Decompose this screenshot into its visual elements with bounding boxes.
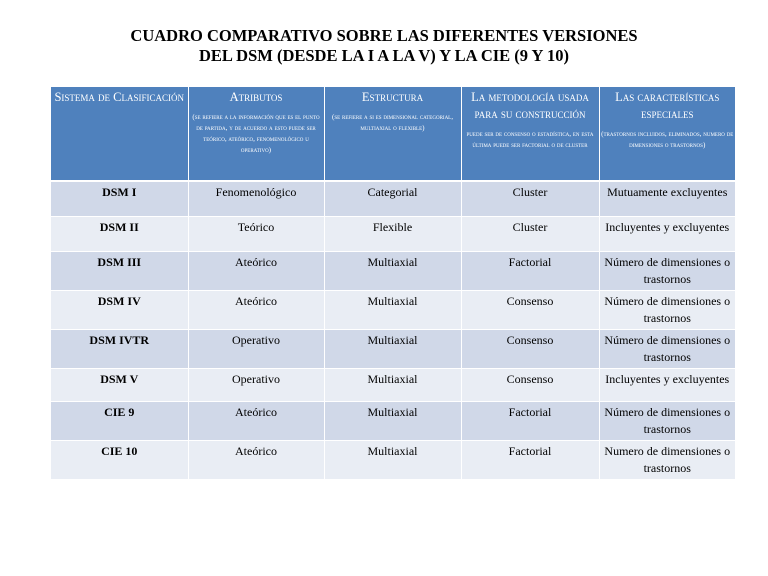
cell-atributos: Ateórico [188,252,324,291]
table-row [51,330,735,369]
cell-caracteristicas: Número de dimensiones o trastornos [599,252,735,291]
table-row [51,252,735,291]
cell-sistema: CIE 10 [51,441,188,480]
cell-metodologia: Factorial [461,252,599,291]
table-row [51,181,735,217]
cell-caracteristicas: Mutuamente excluyentes [599,181,735,217]
cell-atributos: Operativo [188,330,324,369]
cell-estructura: Multiaxial [324,330,461,369]
cell-atributos: Teórico [188,217,324,252]
header-sistema [51,87,188,181]
cell-estructura: Categorial [324,181,461,217]
table-row [51,402,735,441]
header-title: Estructura [361,90,424,104]
cell-estructura: Flexible [324,217,461,252]
cell-metodologia: Consenso [461,291,599,330]
cell-estructura: Multiaxial [324,291,461,330]
header-estructura [324,87,461,181]
cell-atributos: Operativo [188,369,324,402]
cell-caracteristicas: Incluyentes y excluyentes [599,369,735,402]
header-subtitle: (trastornos incluidos, eliminados, numero de dimensiones o trastornos) [601,130,734,149]
header-title: Sistema de Clasificación [54,90,185,104]
cell-caracteristicas: Número de dimensiones o trastornos [599,402,735,441]
header-title: Atributos [229,90,283,104]
cell-caracteristicas: Numero de dimensiones o trastornos [599,441,735,480]
cell-sistema: DSM III [51,252,188,291]
table-header-row [51,87,735,181]
header-metodologia [461,87,599,181]
cell-sistema: DSM IV [51,291,188,330]
header-atributos [188,87,324,181]
cell-sistema: DSM V [51,369,188,402]
cell-atributos: Fenomenológico [188,181,324,217]
cell-estructura: Multiaxial [324,369,461,402]
cell-caracteristicas: Número de dimensiones o trastornos [599,291,735,330]
cell-caracteristicas: Número de dimensiones o trastornos [599,330,735,369]
cell-metodologia: Consenso [461,369,599,402]
header-subtitle: puede ser de consenso o estadística, en esta última puede ser factorial o de cluster [466,130,594,149]
document-title [0,26,768,66]
table-row [51,291,735,330]
cell-estructura: Multiaxial [324,441,461,480]
cell-estructura: Multiaxial [324,252,461,291]
cell-estructura: Multiaxial [324,402,461,441]
cell-metodologia: Factorial [461,441,599,480]
header-subtitle: (se refiere a la información que es el punto de partida, y de acuerdo a esto puede ser teórico, ateórico, fenomenológico u operativo) [192,113,320,154]
header-caracteristicas [599,87,735,181]
header-title: Las características especiales [615,90,720,121]
table-row [51,217,735,252]
cell-atributos: Ateórico [188,291,324,330]
cell-atributos: Ateórico [188,441,324,480]
cell-sistema: DSM I [51,181,188,217]
cell-sistema: DSM II [51,217,188,252]
cell-metodologia: Consenso [461,330,599,369]
cell-caracteristicas: Incluyentes y excluyentes [599,217,735,252]
title-line-1: CUADRO COMPARATIVO SOBRE LAS DIFERENTES VERSIONES [130,26,638,45]
comparison-table [51,87,735,480]
table-row [51,369,735,402]
cell-sistema: DSM IVTR [51,330,188,369]
cell-metodologia: Cluster [461,217,599,252]
cell-atributos: Ateórico [188,402,324,441]
table-row [51,441,735,480]
cell-sistema: CIE 9 [51,402,188,441]
cell-metodologia: Cluster [461,181,599,217]
header-title: La metodología usada para su construcción [471,90,589,121]
header-subtitle: (se refiere a si es dimensional categorial, multiaxial o flexible) [331,113,454,132]
cell-metodologia: Factorial [461,402,599,441]
title-line-2: DEL DSM (DESDE LA I A LA V) Y LA CIE (9 Y 10) [199,46,569,65]
